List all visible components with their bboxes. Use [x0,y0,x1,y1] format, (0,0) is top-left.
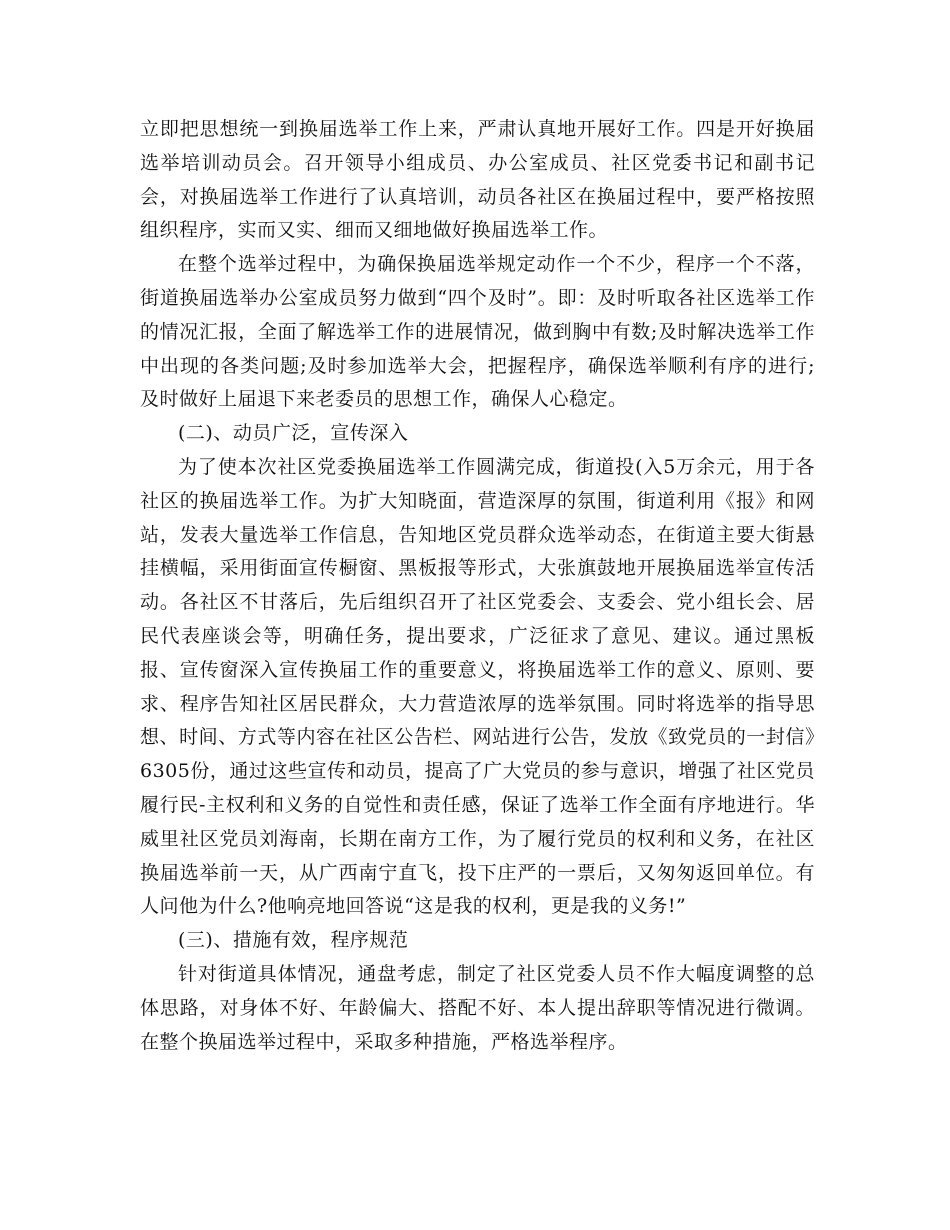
paragraph-publicity: 为了使本次社区党委换届选举工作圆满完成，街道投(入5万余元，用于各社区的换届选举工作。为扩大知晓面，营造深厚的氛围，街道利用《报》和网站，发表大量选举工作信息，告知地区党员群众选举动态，在街道主要大街悬挂横幅，采用街面宣传橱窗、黑板报等形式，大张旗鼓地开展换届选举宣传活动。各社区不甘落后，先后组织召开了社区党委会、支委会、党小组长会、居民代表座谈会等，明确任务，提出要求，广泛征求了意见、建议。通过黑板报、宣传窗深入宣传换届工作的重要意义，将换届选举工作的意义、原则、要求、程序告知社区居民群众，大力营造浓厚的选举氛围。同时将选举的指导思想、时间、方式等内容在社区公告栏、网站进行公告，发放《致党员的一封信》6305份，通过这些宣传和动员，提高了广大党员的参与意识，增强了社区党员履行民-主权利和义务的自觉性和责任感，保证了选举工作全面有序地进行。华威里社区党员刘海南，长期在南方工作，为了履行党员的权利和义务，在社区换届选举前一天，从广西南宁直飞，投下庄严的一票后，又匆匆返回单位。有人问他为什么?他响亮地回答说“这是我的权利，更是我的义务!” [140,455,815,918]
section-heading-3: (三)、措施有效，程序规范 [178,929,409,952]
document-body [140,113,815,1059]
section-heading-2: (二)、动员广泛，宣传深入 [178,422,409,445]
paragraph-four-timely: 在整个选举过程中，为确保换届选举规定动作一个不少，程序一个不落，街道换届选举办公室成员努力做到“四个及时”。即：及时听取各社区选举工作的情况汇报，全面了解选举工作的进展情况，做到胸中有数;及时解决选举工作中出现的各类问题;及时参加选举大会，把握程序，确保选举顺利有序的进行;及时做好上届退下来老委员的思想工作，确保人心稳定。 [140,253,815,411]
paragraph-continuation: 立即把思想统一到换届选举工作上来，严肃认真地开展好工作。四是开好换届选举培训动员会。召开领导小组成员、办公室成员、社区党委书记和副书记会，对换届选举工作进行了认真培训，动员各社区在换届过程中，要严格按照组织程序，实而又实、细而又细地做好换届选举工作。 [140,118,815,242]
paragraph-measures: 针对街道具体情况，通盘考虑，制定了社区党委人员不作大幅度调整的总体思路，对身体不好、年龄偏大、搭配不好、本人提出辞职等情况进行微调。在整个换届选举过程中，采取多种措施，严格选举程序。 [140,962,815,1053]
